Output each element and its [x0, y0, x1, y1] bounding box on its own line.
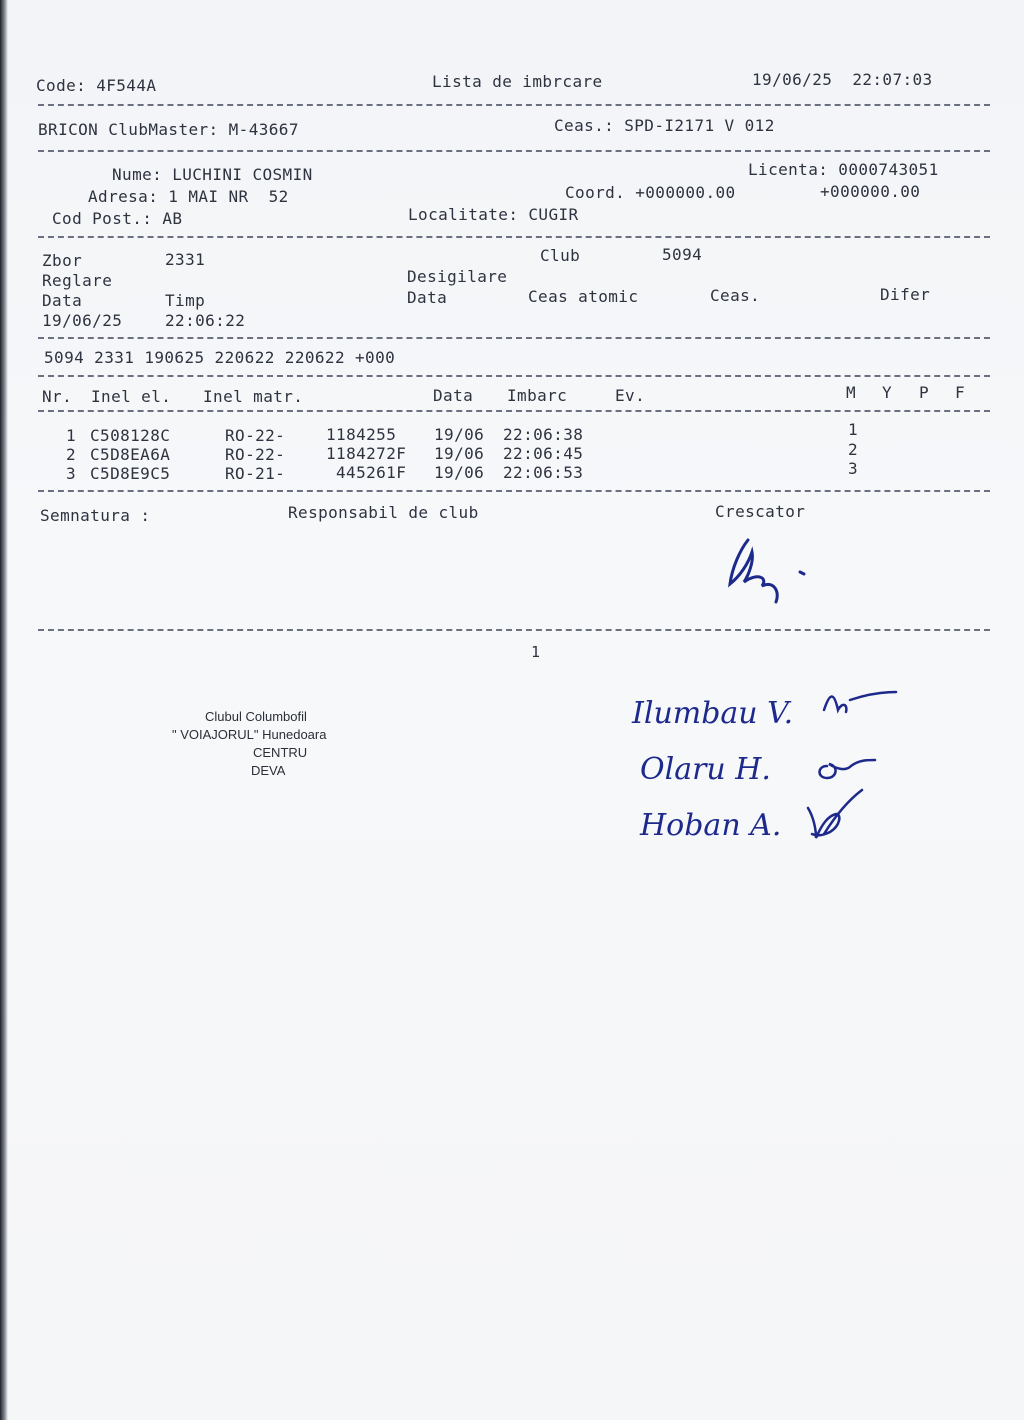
row-time: 22:06:53 [503, 463, 584, 482]
difer-label: Difer [880, 285, 931, 304]
row-inel-el: C5D8EA6A [90, 445, 171, 464]
stamp-line-3: CENTRU [253, 745, 308, 760]
responsabil-label: Responsabil de club [288, 503, 479, 522]
owner-coord-2: +000000.00 [820, 182, 921, 201]
row-time: 22:06:45 [503, 444, 584, 463]
row-time: 22:06:38 [503, 425, 584, 444]
col-f: F [955, 383, 966, 402]
divider [38, 490, 990, 492]
owner-license: Licenta: 0000743051 [748, 160, 939, 179]
row-inel-num: 1184272F [326, 444, 407, 463]
ceas-atomic-label: Ceas atomic [528, 287, 639, 306]
col-inel-el: Inel el. [91, 387, 172, 406]
data-label: Data [42, 291, 83, 310]
col-m: M [846, 383, 857, 402]
print-datetime: 19/06/25 22:07:03 [752, 70, 933, 89]
page-number: 1 [531, 643, 541, 661]
row-nr: 1 [66, 426, 77, 445]
divider [38, 150, 990, 152]
divider [38, 236, 990, 238]
row-nr: 2 [66, 445, 77, 464]
initials-signature-3 [802, 786, 866, 844]
initials-signature-2 [815, 752, 877, 782]
row-inel-prefix: RO-22- [225, 445, 286, 464]
col-ev: Ev. [615, 386, 646, 405]
owner-locality: Localitate: CUGIR [408, 205, 579, 224]
crescator-label: Crescator [715, 502, 806, 521]
col-imbarc: Imbarc [507, 386, 568, 405]
col-nr: Nr. [42, 387, 73, 406]
row-nr: 3 [66, 464, 77, 483]
crescator-signature [718, 528, 828, 610]
paper-edge-shadow [0, 0, 8, 1420]
code-line: 5094 2331 190625 220622 220622 +000 [44, 348, 396, 367]
divider [38, 104, 990, 106]
row-m: 1 [848, 420, 859, 439]
row-date: 19/06 [434, 425, 485, 444]
data-label-desigilare: Data [407, 288, 448, 307]
reglare-label: Reglare [42, 271, 113, 290]
row-m: 2 [848, 440, 859, 459]
divider [38, 629, 990, 631]
handwritten-name-1: Ilumbau V. [632, 696, 794, 731]
row-m: 3 [848, 459, 859, 478]
timp-label: Timp [165, 291, 206, 310]
owner-name: Nume: LUCHINI COSMIN [112, 165, 313, 184]
col-y: Y [882, 383, 893, 402]
row-inel-num: 1184255 [326, 425, 397, 444]
owner-coord: Coord. +000000.00 [565, 183, 736, 202]
row-inel-prefix: RO-22- [225, 426, 286, 445]
owner-postal: Cod Post.: AB [52, 209, 183, 228]
reglare-time: 22:06:22 [165, 311, 246, 330]
divider [38, 375, 990, 377]
stamp-line-4: DEVA [251, 763, 286, 778]
ceas-label: Ceas. [710, 286, 761, 305]
row-inel-el: C508128C [90, 426, 171, 445]
divider [38, 410, 990, 412]
row-date: 19/06 [434, 463, 485, 482]
code-label: Code: 4F544A [36, 76, 157, 95]
col-inel-matr: Inel matr. [203, 387, 304, 406]
desigilare-label: Desigilare [407, 267, 508, 286]
row-inel-num: 445261F [336, 463, 407, 482]
clock-id: Ceas.: SPD-I2171 V 012 [554, 116, 775, 135]
row-inel-prefix: RO-21- [225, 464, 286, 483]
club-value: 5094 [662, 245, 703, 264]
reglare-date: 19/06/25 [42, 311, 123, 330]
handwritten-name-3: Hoban A. [640, 808, 782, 843]
semnatura-label: Semnatura : [40, 506, 151, 525]
stamp-line-1: Clubul Columbofil [205, 709, 307, 724]
device-model: BRICON ClubMaster: M-43667 [38, 120, 299, 139]
document-title: Lista de imbrcare [432, 72, 603, 91]
owner-address: Adresa: 1 MAI NR 52 [88, 187, 289, 206]
stamp-line-2: " VOIAJORUL" Hunedoara [172, 727, 327, 742]
initials-signature-1 [820, 686, 900, 720]
row-date: 19/06 [434, 444, 485, 463]
divider [38, 337, 990, 339]
club-label: Club [540, 246, 581, 265]
zbor-label: Zbor [42, 251, 83, 270]
col-data: Data [433, 386, 474, 405]
zbor-value: 2331 [165, 250, 206, 269]
row-inel-el: C5D8E9C5 [90, 464, 171, 483]
col-p: P [919, 383, 930, 402]
handwritten-name-2: Olaru H. [640, 752, 771, 787]
